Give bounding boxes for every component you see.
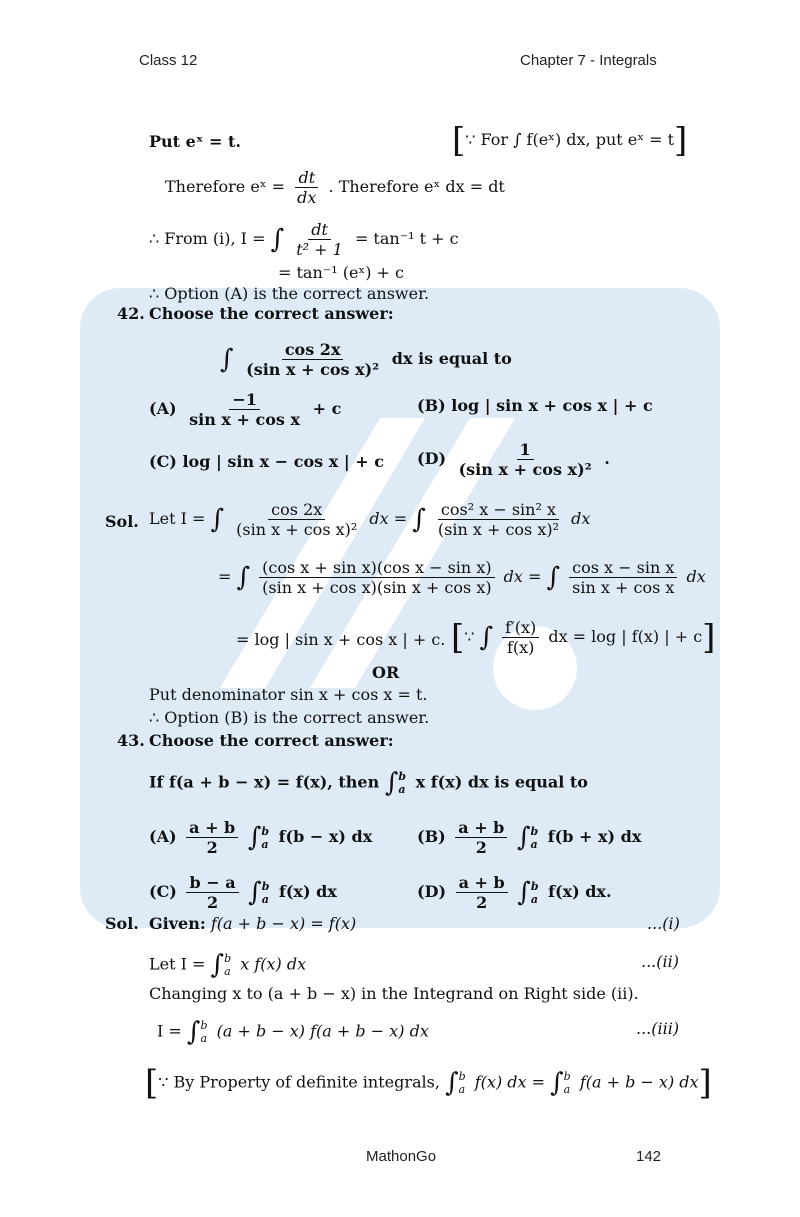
- integral-sign: ∫: [479, 622, 494, 653]
- integral-sign: ∫: [445, 1068, 459, 1098]
- therefore-icon: ∴: [149, 229, 165, 248]
- therefore-icon: ∴: [149, 708, 165, 727]
- dt-numerator: dt: [295, 168, 318, 188]
- option-d-label: (D): [417, 449, 447, 468]
- option-d-integrand: f(x) dx.: [548, 882, 612, 901]
- integral-sign: ∫: [236, 562, 251, 593]
- option-a-integrand: f(b − x) dx: [278, 827, 373, 846]
- sol42-frac4-num: cos x − sin x: [569, 558, 677, 578]
- sol42-hint: [451, 618, 715, 657]
- upper-limit: b: [563, 1070, 571, 1083]
- q43-option-c: [149, 873, 337, 912]
- sol42-frac3: [259, 558, 494, 597]
- limits: [531, 880, 539, 906]
- upper-limit: b: [458, 1070, 466, 1083]
- q42-numerator: cos 2x: [282, 340, 344, 360]
- lower-limit: a: [530, 837, 538, 851]
- because-icon: ∵: [464, 627, 480, 646]
- lower-limit: a: [563, 1083, 571, 1096]
- from-i-line: [149, 220, 459, 259]
- q43-option-d: [417, 873, 612, 912]
- eq-tan-e: = tan⁻¹ (eˣ) + c: [278, 263, 404, 282]
- limits: [200, 1019, 207, 1045]
- left-bracket: [: [451, 617, 465, 658]
- option-a-label: (A): [149, 399, 177, 418]
- because-icon: ∵: [465, 130, 481, 149]
- sol42-frac3-num: (cos x + sin x)(cos x − sin x): [259, 558, 494, 578]
- eq-tan-t: = tan⁻¹ t + c: [354, 229, 459, 248]
- option-a-numerator: −1: [229, 390, 260, 410]
- option-b-label: (B): [417, 827, 446, 846]
- option-c-fraction: [186, 873, 238, 912]
- dx-text: dx: [503, 567, 523, 586]
- option-c-numerator: b − a: [186, 873, 238, 893]
- hint-numerator: f′(x): [502, 618, 539, 638]
- right-bracket: ]: [702, 617, 716, 658]
- dx-denominator: dx: [297, 188, 317, 207]
- sol42-option-line: [149, 708, 429, 728]
- integral-sign: ∫: [384, 768, 399, 798]
- option-c-denominator: 2: [206, 893, 219, 912]
- option-a-text: Option (A) is the correct answer.: [164, 284, 430, 303]
- dt-numerator: dt: [308, 220, 331, 240]
- sol42-log-line: = log | sin x + cos x | + c.: [236, 630, 446, 649]
- integral-sign: ∫: [550, 1068, 564, 1098]
- put-ex-text: Put eˣ = t.: [149, 132, 241, 151]
- integral-sign: ∫: [270, 224, 285, 255]
- left-bracket: [: [452, 120, 466, 161]
- limits: [224, 952, 231, 978]
- option-d-label: (D): [417, 882, 447, 901]
- option-d-numerator: a + b: [456, 873, 508, 893]
- lower-limit: a: [261, 837, 269, 851]
- q43-stmt-pre: If f(a + b − x) = f(x), then: [149, 772, 380, 792]
- sol43-i-line: [157, 1019, 429, 1045]
- hint-text: For ∫ f(eˣ) dx, put eˣ = t: [480, 130, 675, 149]
- sol42-line2: = ∫ $\frac{\text{(cos x + sin x)(cos x − sin x)}}{\text{(sin x + cos x)(sin x + cos x)}}$ dx = ∫ $\frac{\text{cos x − sin x}}{\text{sin x + cos x}}$ dx: [218, 558, 706, 597]
- therefore-icon: ∴: [149, 284, 165, 303]
- sol42-frac1-num: cos 2x: [268, 500, 325, 520]
- hint-for-ex: [452, 120, 688, 161]
- sol43-given-eq: f(a + b − x) = f(x): [210, 914, 357, 933]
- q42-denominator: (sin x + cos x)²: [246, 360, 380, 379]
- sol43-changing: Changing x to (a + b − x) in the Integrand on Right side (ii).: [149, 984, 639, 1003]
- therefore-ex-dx: . Therefore eˣ dx = dt: [328, 177, 505, 196]
- integral-sign: ∫: [210, 950, 225, 980]
- integral-sign: ∫: [516, 822, 531, 853]
- option-a-label: (A): [149, 827, 177, 846]
- sol42-line1: Let I = ∫ $\frac{\cos 2x}{\text{(sin x + cos x)²}}$ dx = ∫ $\frac{\text{cos² x − sin² x}}{\text{(sin x + cos x)²}}$ dx: [149, 500, 591, 539]
- tag-iii: ...(iii): [636, 1019, 680, 1038]
- q43-option-a: [149, 818, 372, 857]
- option-b-denominator: 2: [475, 838, 487, 857]
- sol42-frac2: [435, 500, 562, 539]
- upper-limit: b: [530, 824, 539, 838]
- sol43-given-label: Given:: [149, 914, 206, 933]
- q42-option-d: [417, 440, 610, 479]
- lower-limit: a: [398, 783, 406, 796]
- lower-limit: a: [200, 1032, 208, 1045]
- option-d-tail: .: [604, 449, 610, 468]
- q42-fraction: [243, 340, 382, 379]
- integral-sign: ∫: [248, 877, 262, 908]
- option-a-fraction: [186, 390, 303, 429]
- sol42-let: Let I =: [149, 509, 206, 528]
- option-a-denominator: 2: [206, 838, 218, 857]
- sol43-prop-text: By Property of definite integrals,: [173, 1072, 440, 1092]
- q43-number: 43.: [117, 731, 145, 750]
- left-bracket: [: [145, 1063, 159, 1103]
- page-number: 142: [636, 1148, 662, 1165]
- put-ex-line: [149, 132, 241, 152]
- q43-limits: [398, 770, 406, 796]
- upper-limit: b: [530, 879, 539, 893]
- option-b-text: log | sin x + cos x | + c: [451, 396, 653, 415]
- q42-number: 42.: [117, 304, 145, 323]
- lower-limit: a: [530, 892, 538, 906]
- from-i-label: From (i), I =: [164, 229, 266, 248]
- limits: [262, 880, 270, 906]
- dx-text: dx: [571, 509, 591, 528]
- lower-limit: a: [224, 965, 231, 978]
- dt-over-t2p1: [293, 220, 346, 259]
- sol42-frac1: [233, 500, 360, 539]
- upper-limit: b: [224, 952, 232, 965]
- upper-limit: b: [200, 1019, 208, 1032]
- sol42-frac4: [569, 558, 677, 597]
- limits: [459, 1070, 466, 1096]
- dx-text: dx: [369, 509, 389, 528]
- dx-text: dx: [686, 567, 706, 586]
- sol43-property-line: [145, 1063, 712, 1103]
- sol42-frac3-den: (sin x + cos x)(sin x + cos x): [262, 578, 492, 597]
- upper-limit: b: [398, 770, 407, 783]
- lower-limit: a: [458, 1083, 466, 1096]
- sol43-given-line: [149, 914, 356, 934]
- option-b-integrand: f(b + x) dx: [547, 827, 642, 846]
- option-c-integrand: f(x) dx: [278, 882, 337, 901]
- q42-option-a: [149, 390, 341, 429]
- option-d-denominator: (sin x + cos x)²: [458, 460, 592, 479]
- sol42-frac2-den: (sin x + cos x)²: [437, 520, 560, 539]
- option-a-denominator: sin x + cos x: [189, 410, 301, 429]
- upper-limit: b: [261, 879, 270, 893]
- sol43-prop-rhs: f(a + b − x) dx: [579, 1072, 699, 1092]
- option-c-label: (C): [149, 882, 177, 901]
- option-b-label: (B): [417, 396, 446, 415]
- header-class: Class 12: [139, 52, 198, 69]
- q42-integral: [220, 340, 512, 379]
- hint-denominator: f(x): [506, 638, 535, 657]
- option-a-fraction: [186, 818, 238, 857]
- integral-sign: ∫: [546, 562, 561, 593]
- option-a-tail: + c: [312, 399, 342, 418]
- q43-option-b: [417, 818, 641, 857]
- footer-brand: MathonGo: [366, 1148, 437, 1165]
- sol43-let-int: x f(x) dx: [240, 954, 307, 974]
- integral-sign: ∫: [517, 877, 531, 908]
- option-a-numerator: a + b: [186, 818, 238, 838]
- integral-sign: ∫: [412, 504, 426, 535]
- option-c-label: (C): [149, 452, 177, 471]
- sol43-i-int: (a + b − x) f(a + b − x) dx: [216, 1021, 429, 1041]
- sol42-or: OR: [372, 663, 400, 682]
- sol42-option-text: Option (B) is the correct answer.: [164, 708, 430, 727]
- integral-sign: ∫: [220, 344, 234, 375]
- dt-dx-fraction: [294, 168, 319, 207]
- tag-i: ...(i): [647, 914, 680, 933]
- sol42-frac2-num: cos² x − sin² x: [438, 500, 559, 520]
- right-bracket: ]: [674, 120, 688, 161]
- upper-limit: b: [261, 824, 270, 838]
- integral-sign: ∫: [210, 504, 225, 535]
- right-bracket: ]: [698, 1063, 712, 1103]
- limits: [564, 1070, 571, 1096]
- hint-tail: dx = log | f(x) | + c: [548, 627, 703, 646]
- limits: [530, 825, 538, 851]
- hint-fraction: [502, 618, 539, 657]
- option-d-fraction: [456, 440, 595, 479]
- sol42-frac1-den: (sin x + cos x)²: [236, 520, 358, 539]
- option-a-line: [149, 284, 429, 304]
- integral-sign: ∫: [247, 822, 262, 853]
- header-chapter: Chapter 7 - Integrals: [520, 52, 657, 69]
- limits: [261, 825, 269, 851]
- option-d-numerator: 1: [517, 440, 534, 460]
- q43-statement: [149, 770, 588, 796]
- therefore-ex-line: [165, 168, 505, 207]
- sol43-label: Sol.: [105, 914, 139, 933]
- integral-sign: ∫: [186, 1017, 201, 1047]
- q42-heading: Choose the correct answer:: [149, 304, 394, 323]
- q43-stmt-int: x f(x) dx is equal to: [415, 772, 588, 792]
- sol42-label: Sol.: [105, 512, 139, 531]
- sol42-put: Put denominator sin x + cos x = t.: [149, 685, 428, 704]
- q43-heading: Choose the correct answer:: [149, 731, 394, 750]
- lower-limit: a: [261, 892, 269, 906]
- option-d-fraction: [456, 873, 508, 912]
- sol42-frac4-den: sin x + cos x: [572, 578, 675, 597]
- option-b-fraction: [455, 818, 507, 857]
- q42-option-b: [417, 396, 653, 416]
- therefore-ex-label: Therefore eˣ =: [165, 177, 286, 196]
- sol43-let: Let I =: [149, 954, 206, 974]
- option-c-text: log | sin x − cos x | + c: [182, 452, 384, 471]
- t2p1-denominator: t² + 1: [296, 240, 343, 259]
- option-d-denominator: 2: [476, 893, 488, 912]
- q42-tail: dx is equal to: [391, 349, 512, 368]
- because-icon: ∵: [158, 1072, 174, 1092]
- sol43-prop-lhs: f(x) dx =: [474, 1072, 546, 1092]
- tag-ii: ...(ii): [641, 952, 679, 971]
- option-b-numerator: a + b: [455, 818, 507, 838]
- sol43-i-eq: I =: [157, 1021, 182, 1041]
- sol43-let-line: [149, 952, 306, 978]
- q42-option-c: [149, 452, 384, 472]
